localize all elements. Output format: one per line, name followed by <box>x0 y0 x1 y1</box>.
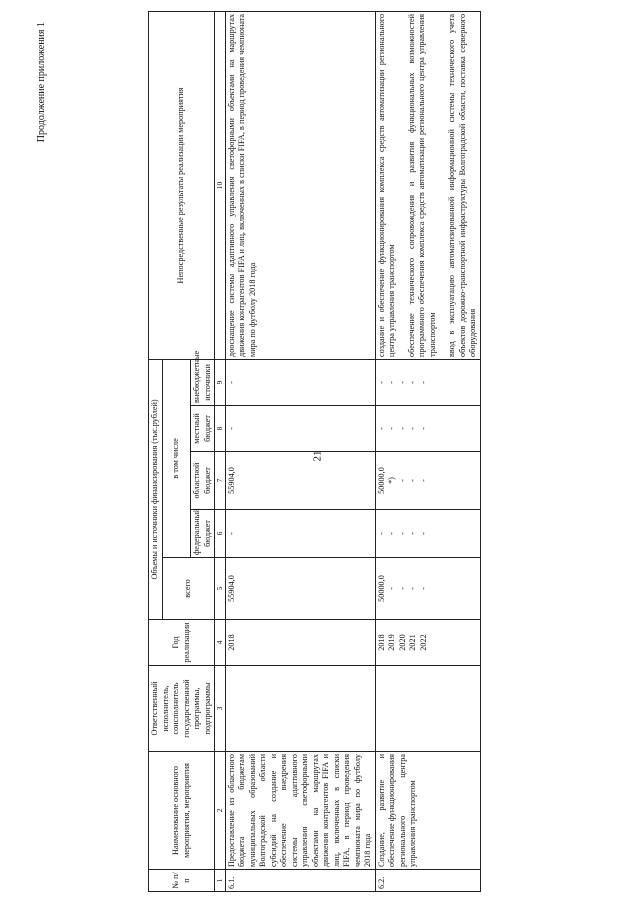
header-num: № п/п <box>149 870 215 892</box>
row-number: 6.2. <box>375 870 480 892</box>
header-executor: Ответственный исполнитель, соисполнитель государственной программы, подпрограммы <box>149 666 215 752</box>
local-cell <box>225 406 375 452</box>
column-number-row <box>215 11 226 891</box>
total-value: - <box>387 587 397 590</box>
header-year: Год реализации <box>149 620 215 666</box>
continuation-title: Продолжение приложения 1 <box>36 22 47 143</box>
extrabudget-value: - <box>226 381 236 384</box>
col-number: 4 <box>215 620 226 666</box>
rotated-table-sheet <box>36 12 623 892</box>
local-value: - <box>226 427 236 430</box>
result-text: обеспечение технического сопровождения и развития функциональных возможностей программного обеспечения комплекса средств автоматизации регионального центра управления транспортом <box>406 13 437 357</box>
regional-value: - <box>418 479 428 482</box>
col-number: 3 <box>215 666 226 752</box>
header-local: местный бюджет <box>191 406 215 452</box>
extrabudget-cell <box>375 359 480 405</box>
executor <box>375 666 480 752</box>
result-text: ввод в эксплуатацию автоматизированной информационной системы технического учета объектов дорожно-транспортной инфраструктуры Волгоградской области, поставка серверного оборудования <box>447 13 478 357</box>
local-value: - <box>397 427 407 430</box>
regional-cell <box>225 452 375 510</box>
years-cell <box>225 620 375 666</box>
federal-value: - <box>418 532 428 535</box>
regional-value: 50000,0 <box>376 467 386 494</box>
extrabudget-value: - <box>397 381 407 384</box>
year-value: 2020 <box>397 634 407 651</box>
federal-value: - <box>408 532 418 535</box>
financing-table <box>148 11 481 892</box>
total-cell <box>375 558 480 620</box>
year-value: 2022 <box>418 634 428 651</box>
activity-name: Предоставление из областного бюджета бюджетам муниципальных образований Волгоградской области субсидий на создание и обеспечение внедрения системы адаптивного управления светофорными объектами на маршрутах движения контрагентов FIFA и лиц, включенных в списки FIFA, в период проведения чемпионата мира по футболу 2018 года <box>225 752 375 870</box>
regional-value: - <box>397 479 407 482</box>
header-total: всего <box>162 558 215 620</box>
col-number: 5 <box>215 558 226 620</box>
total-value: - <box>397 587 407 590</box>
federal-value: - <box>376 532 386 535</box>
federal-value: - <box>397 532 407 535</box>
extrabudget-value: - <box>408 381 418 384</box>
header-federal: федеральный бюджет <box>191 510 215 558</box>
federal-cell <box>375 510 480 558</box>
col-number: 10 <box>215 11 226 359</box>
total-value: 55904,0 <box>226 575 236 602</box>
results-cell <box>225 11 375 359</box>
total-value: - <box>418 587 428 590</box>
total-value: - <box>408 587 418 590</box>
local-value: - <box>408 427 418 430</box>
federal-value: - <box>387 532 397 535</box>
regional-value: *) <box>387 477 397 484</box>
table-row <box>225 11 375 891</box>
table-row <box>375 11 480 891</box>
total-value: 50000,0 <box>376 575 386 602</box>
extrabudget-cell <box>225 359 375 405</box>
regional-value: 55904,0 <box>226 467 236 494</box>
federal-value: - <box>226 532 236 535</box>
col-number: 2 <box>215 752 226 870</box>
years-cell <box>375 620 480 666</box>
local-cell <box>375 406 480 452</box>
results-cell <box>375 11 480 359</box>
page-number: 21 <box>311 450 324 462</box>
executor <box>225 666 375 752</box>
col-number: 6 <box>215 510 226 558</box>
extrabudget-value: - <box>376 381 386 384</box>
col-number: 8 <box>215 406 226 452</box>
year-value: 2018 <box>376 634 386 651</box>
header-regional: областной бюджет <box>191 452 215 510</box>
col-number: 7 <box>215 452 226 510</box>
local-value: - <box>418 427 428 430</box>
row-number: 6.1. <box>225 870 375 892</box>
total-cell <box>225 558 375 620</box>
regional-value: - <box>408 479 418 482</box>
header-extrabudget: внебюджетные источники <box>191 359 215 405</box>
year-value: 2018 <box>226 634 236 651</box>
activity-name: Создание, развитие и обеспечение функционирования регионального центра управления транспортом <box>375 752 480 870</box>
header-financing: Объемы и источники финансирования (тыс.рублей) <box>149 359 163 619</box>
header-including: в том числе <box>162 359 191 557</box>
header-name: Наименование основного мероприятия, мероприятия <box>149 752 215 870</box>
result-text: дооснащение системы адаптивного управления светофорными объектами на маршрутах движения контрагентов FIFA и лиц, включенных в списки FIFA, в период проведения чемпионата мира по футболу 2018 года <box>226 13 257 357</box>
year-value: 2021 <box>408 634 418 651</box>
local-value: - <box>376 427 386 430</box>
col-number: 9 <box>215 359 226 405</box>
col-number: 1 <box>215 870 226 892</box>
result-text: создание и обеспечение функционирования комплекса средств автоматизации регионального центра управления транспортом <box>376 13 397 357</box>
extrabudget-value: - <box>387 381 397 384</box>
header-results: Непосредственные результаты реализации мероприятия <box>149 11 215 359</box>
local-value: - <box>387 427 397 430</box>
regional-cell <box>375 452 480 510</box>
extrabudget-value: - <box>418 381 428 384</box>
federal-cell <box>225 510 375 558</box>
year-value: 2019 <box>387 634 397 651</box>
